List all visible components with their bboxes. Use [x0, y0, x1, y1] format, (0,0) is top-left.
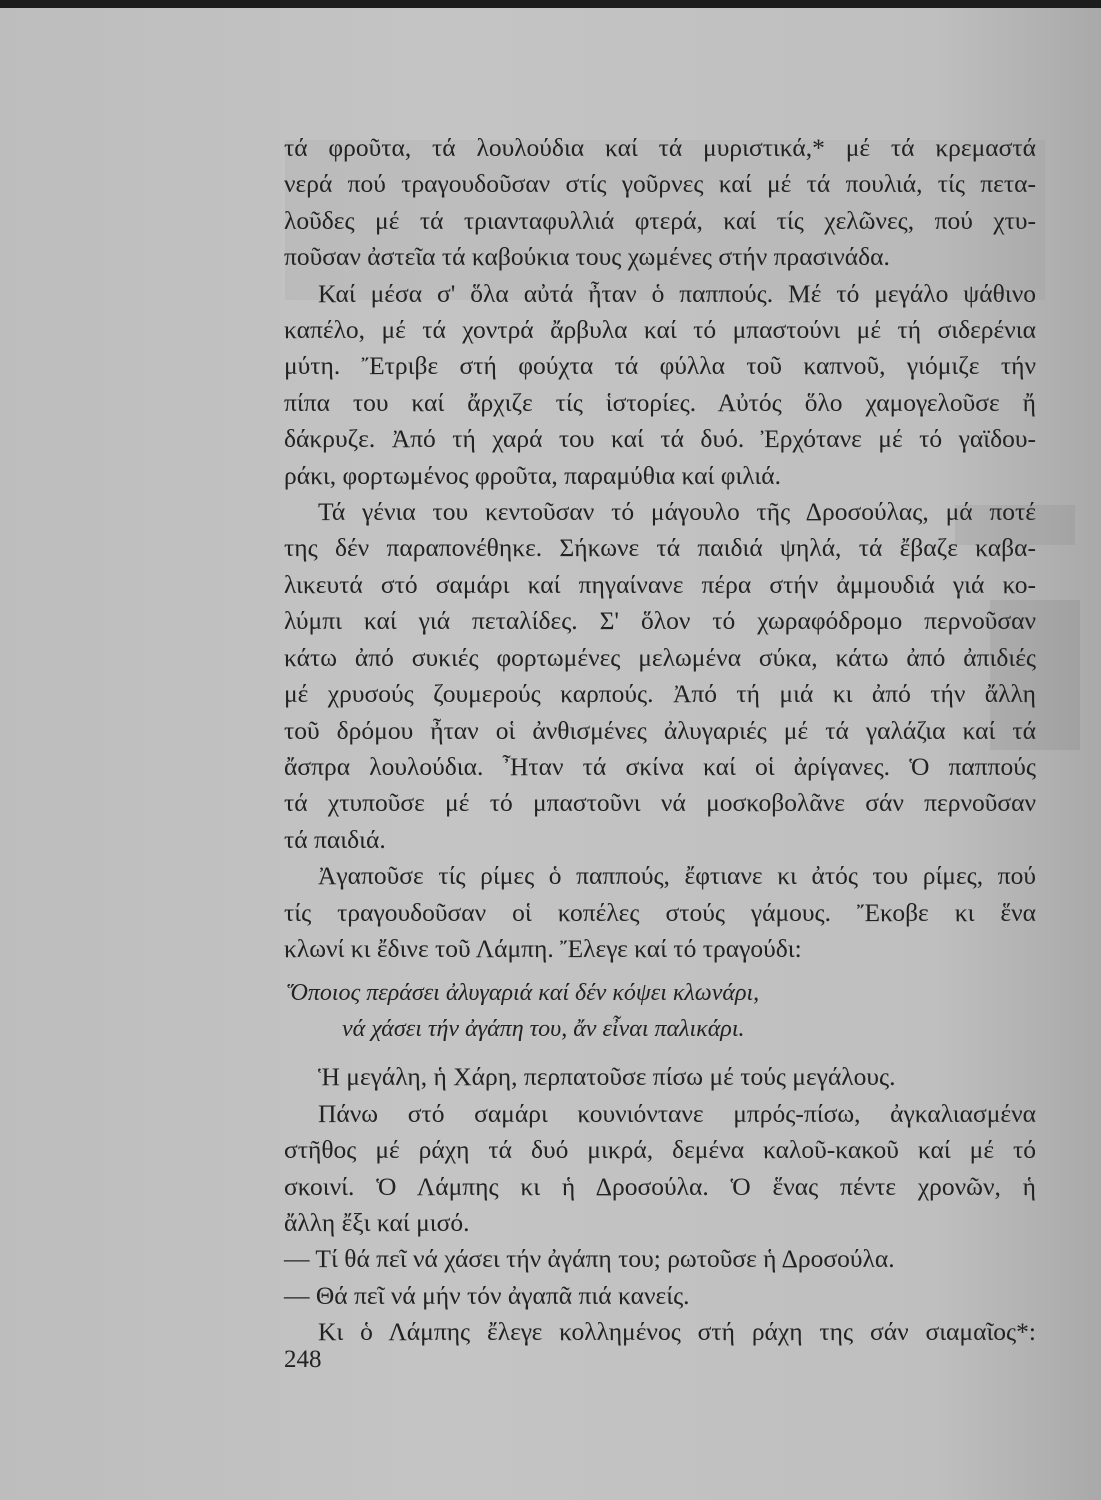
- body-text: [284, 130, 1036, 1351]
- text-line: Τά γένια του κεντοῦσαν τό μάγουλο τῆς Δροσούλας, μά ποτέ: [318, 497, 1036, 527]
- text-line: στῆθος μέ ράχη τά δυό μικρά, δεμένα καλοῦ-κακοῦ καί μέ τό: [284, 1135, 1036, 1165]
- text-line: δάκρυζε. Ἀπό τή χαρά του καί τά δυό. Ἐρχότανε μέ τό γαϊδου-: [284, 424, 1036, 454]
- dialogue-line: — Θά πεῖ νά μήν τόν ἀγαπᾶ πιά κανείς.: [284, 1280, 690, 1310]
- page-number: 248: [284, 1346, 322, 1373]
- text-line: τίς τραγουδοῦσαν οἱ κοπέλες στούς γάμους. Ἔκοβε κι ἕνα: [284, 897, 1036, 927]
- text-line: λοῦδες μέ τά τριανταφυλλιά φτερά, καί τίς χελῶνες, πού χτυ-: [284, 205, 1036, 235]
- verse-block: [284, 975, 1036, 1047]
- text-line: ράκι, φορτωμένος φροῦτα, παραμύθια καί φιλιά.: [284, 460, 781, 490]
- text-line: λύμπι καί γιά πεταλίδες. Σ' ὅλον τό χωραφόδρομο περνοῦσαν: [284, 606, 1036, 636]
- text-line: τά παιδιά.: [284, 824, 386, 854]
- text-line: ποῦσαν ἀστεῖα τά καβούκια τους χωμένες στήν πρασινάδα.: [284, 242, 890, 272]
- text-line: Πάνω στό σαμάρι κουνιόντανε μπρός-πίσω, ἀγκαλιασμένα: [318, 1098, 1036, 1128]
- text-line: καπέλο, μέ τά χοντρά ἄρβυλα καί τό μπαστούνι μέ τή σιδερένια: [284, 315, 1036, 345]
- text-line: μέ χρυσούς ζουμερούς καρπούς. Ἀπό τή μιά κι ἀπό τήν ἄλλη: [284, 679, 1036, 709]
- text-line: μύτη. Ἔτριβε στή φούχτα τά φύλλα τοῦ καπνοῦ, γιόμιζε τήν: [284, 351, 1036, 381]
- scan-top-edge: [0, 0, 1101, 8]
- text-line: νερά πού τραγουδοῦσαν στίς γοῦρνες καί μέ τά πουλιά, τίς πετα-: [284, 169, 1036, 199]
- verse-line: νά χάσει τήν ἀγάπη του, ἄν εἶναι παλικάρι.: [342, 1016, 745, 1043]
- text-line: Καί μέσα σ' ὅλα αὐτά ἦταν ὁ παππούς. Μέ τό μεγάλο ψάθινο: [318, 278, 1036, 308]
- text-line: τά χτυποῦσε μέ τό μπαστοῦνι νά μοσκοβολᾶνε σάν περνοῦσαν: [284, 788, 1036, 818]
- text-line: Ἀγαποῦσε τίς ρίμες ὁ παππούς, ἔφτιανε κι ἀτός του ρίμες, πού: [318, 861, 1036, 891]
- text-line: τοῦ δρόμου ἦταν οἱ ἀνθισμένες ἀλυγαριές μέ τά γαλάζια καί τά: [284, 715, 1036, 745]
- text-line: σκοινί. Ὁ Λάμπης κι ἡ Δροσούλα. Ὁ ἕνας πέντε χρονῶν, ἡ: [284, 1171, 1036, 1201]
- text-line: κλωνί κι ἔδινε τοῦ Λάμπη. Ἔλεγε καί τό τραγούδι:: [284, 933, 802, 963]
- text-line: κάτω ἀπό συκιές φορτωμένες μελωμένα σύκα, κάτω ἀπό ἀπιδιές: [284, 642, 1036, 672]
- text-line: ἄλλη ἔξι καί μισό.: [284, 1207, 470, 1237]
- dialogue-line: — Τί θά πεῖ νά χάσει τήν ἀγάπη του; ρωτοῦσε ἡ Δροσούλα.: [284, 1244, 895, 1274]
- text-line: πίπα του καί ἄρχιζε τίς ἱστορίες. Αὐτός ὅλο χαμογελοῦσε ἤ: [284, 387, 1036, 417]
- text-line: Ἡ μεγάλη, ἡ Χάρη, περπατοῦσε πίσω μέ τούς μεγάλους.: [318, 1062, 896, 1092]
- text-line: Κι ὁ Λάμπης ἔλεγε κολλημένος στή ράχη της σάν σιαμαῖος*:: [318, 1317, 1036, 1347]
- text-line: λικευτά στό σαμάρι καί πηγαίνανε πέρα στήν ἀμμουδιά γιά κο-: [284, 569, 1036, 599]
- text-line: ἄσπρα λουλούδια. Ἦταν τά σκίνα καί οἱ ἀρίγανες. Ὁ παππούς: [284, 751, 1036, 781]
- text-line: τά φροῦτα, τά λουλούδια καί τά μυριστικά,* μέ τά κρεμαστά: [284, 133, 1036, 162]
- text-line: της δέν παραπονέθηκε. Σήκωνε τά παιδιά ψηλά, τά ἔβαζε καβα-: [284, 533, 1036, 563]
- verse-line: Ὅποιος περάσει ἀλυγαριά καί δέν κόψει κλωνάρι,: [287, 980, 760, 1007]
